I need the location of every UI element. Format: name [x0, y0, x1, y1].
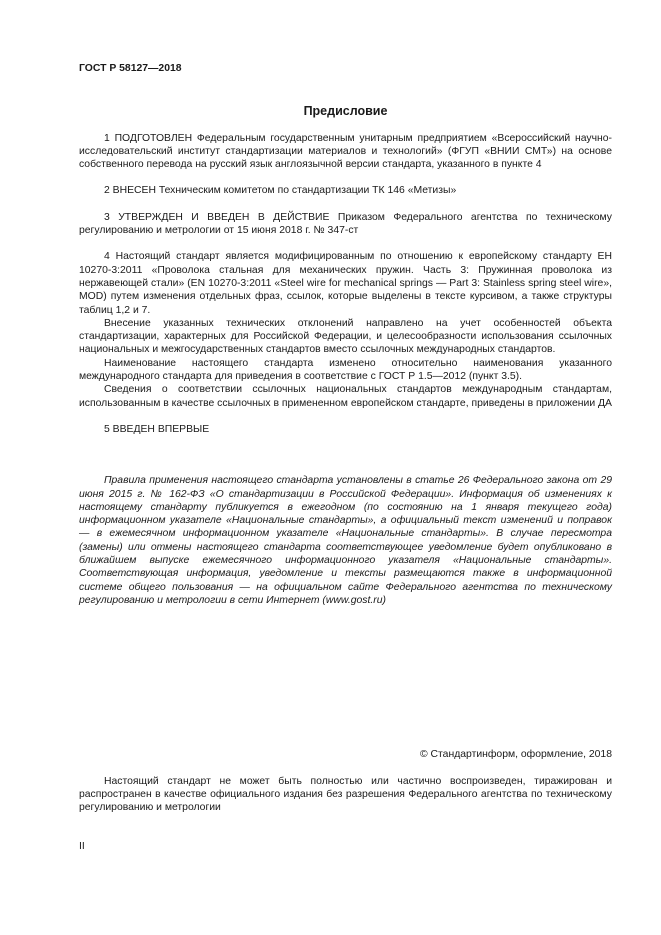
- paragraph-2-introduced: 2 ВНЕСЕН Техническим комитетом по стандартизации ТК 146 «Метизы»: [104, 185, 457, 197]
- document-code: ГОСТ Р 58127—2018: [79, 63, 182, 74]
- paragraph-4-deviations: Внесение указанных технических отклонений направлено на учет особенностей объекта стандартизации, характерных для Российской Федерации, и целесообразности использования ссылочных национальных и межгосударственных стандартов вместо ссылочных международных стандартов.: [79, 317, 612, 356]
- paragraph-4-name-change: Наименование настоящего стандарта изменено относительно наименования указанного международного стандарта для приведения в соответствие с ГОСТ Р 1.5—2012 (пункт 3.5).: [79, 357, 612, 383]
- paragraph-1-prepared: 1 ПОДГОТОВЛЕН Федеральным государственным унитарным предприятием «Всероссийский научно-исследовательский институт стандартизации материалов и технологий» (ФГУП «ВНИИ СМТ») на основе собственного перевода на русский язык англоязычной версии стандарта, указанного в пункте 4: [79, 132, 612, 171]
- paragraph-4-modified: 4 Настоящий стандарт является модифицированным по отношению к европейскому стандарту ЕН 10270-3:2011 «Проволока стальная для механических пружин. Часть 3: Пружинная проволока из нержавеющей стали» (EN 10270-3:2011 «Steel wire for mechanical springs — Part 3: Stainless spring steel wire», MOD) путем изменения отдельных фраз, ссылок, которые выделены в тексте курсивом, а также структуры таблиц 1,2 и 7.: [79, 251, 612, 316]
- paragraph-3-approved: 3 УТВЕРЖДЕН И ВВЕДЕН В ДЕЙСТВИЕ Приказом Федерального агентства по техническому регулированию и метрологии от 15 июня 2018 г. № 347-ст: [79, 211, 612, 237]
- application-rules-notice: Правила применения настоящего стандарта установлены в статье 26 Федерального закона от 29 июня 2015 г. № 162-ФЗ «О стандартизации в Российской Федерации». Информация об изменениях к настоящему стандарту публикуется в ежегодном (по состоянию на 1 января текущего года) информационном указателе «Национальные стандарты», а официальный текст изменений и поправок — в ежемесячном информационном указателе «Национальные стандарты». В случае пересмотра (замены) или отмены настоящего стандарта соответствующее уведомление будет опубликовано в ближайшем выпуске ежемесячного информационного указателя «Национальные стандарты». Соответствующая информация, уведомление и тексты размещаются также в информационной системе общего пользования — на официальном сайте Федерального агентства по техническому регулированию и метрологии в сети Интернет (www.gost.ru): [79, 475, 612, 606]
- page-number: II: [79, 841, 85, 852]
- page-title: Предисловие: [303, 104, 388, 119]
- paragraph-4-references: Сведения о соответствии ссылочных национальных стандартов международным стандартам, использованным в качестве ссылочных в примененном европейском стандарте, приведены в приложении ДА: [79, 384, 612, 409]
- copyright-line: © Стандартинформ, оформление, 2018: [419, 749, 612, 761]
- paragraph-5-first-introduced: 5 ВВЕДЕН ВПЕРВЫЕ: [104, 423, 210, 435]
- reproduction-notice: Настоящий стандарт не может быть полностью или частично воспроизведен, тиражирован и распространен в качестве официального издания без разрешения Федерального агентства по техническому регулированию и метрологии: [79, 775, 612, 814]
